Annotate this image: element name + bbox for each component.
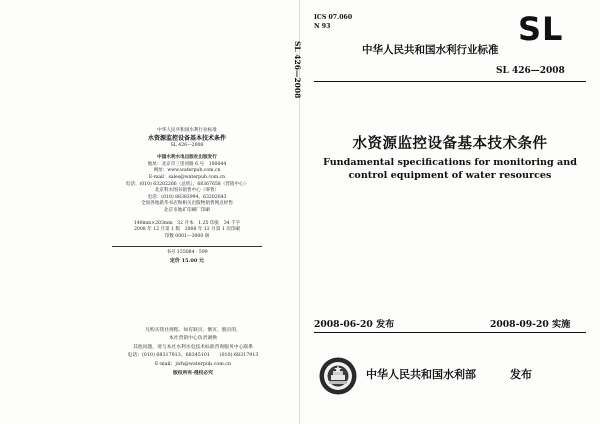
imprint-printer: 北京市地矿印刷厂印刷: [164, 207, 210, 213]
issue-date: 2008-06-20 发布: [314, 319, 395, 330]
national-emblem-icon: [318, 356, 358, 396]
back-cover-page: [0, 0, 298, 424]
notice-line: 本社营销中心负责调换: [169, 336, 217, 342]
document-title-english: Fundamental specifications for monitoring and control equipment of water resources: [323, 157, 577, 181]
ccs-code: N 93: [314, 23, 331, 30]
imprint-std-number: SL 426—2008: [170, 142, 204, 148]
imprint-divider: [112, 246, 262, 247]
notice-line: 其他问题，请与本社水利水电技术标准咨询服务中心联系: [133, 344, 253, 350]
imprint-email: E-mail：sales@waterpub.com.cn: [148, 174, 226, 180]
standard-type: 中华人民共和国水利行业标准: [362, 44, 499, 56]
imprint-distribution: 全国各地新华书店和相关出版物销售网点经售: [141, 201, 233, 207]
imprint-retail-phone: 电话：(010) 88383994、63202643: [147, 194, 227, 200]
publish-label: 发布: [510, 368, 532, 381]
standard-number: SL 426—2008: [496, 66, 565, 76]
top-rule: [314, 81, 586, 82]
notice-line: 凡购买我社规程、如有缺页、倒页、脱页的，: [145, 328, 241, 333]
imprint-block: [108, 128, 266, 265]
imprint-address: 地址：北京市三里河路 6 号 100044: [147, 161, 227, 167]
classification-codes: [314, 13, 352, 31]
imprint-series: 中华人民共和国水利行业标准: [157, 128, 217, 133]
imprint-price: 定价 15.00 元: [169, 257, 205, 264]
sl-logo: SL: [518, 10, 564, 48]
imprint-publisher: 中国水利水电出版社出版发行: [157, 155, 217, 161]
notice-block: [118, 327, 268, 377]
ics-code: ICS 07.060: [314, 14, 353, 21]
imprint-website: 网址：www.waterpub.com.cn: [153, 168, 221, 174]
imprint-retail: 北京科水图书销售中心（零售）: [154, 188, 220, 194]
bottom-rule: [314, 332, 586, 333]
document-title-chinese: 水资源监控设备基本技术条件: [352, 135, 548, 152]
notice-line: 电话：(010) 68317913、68345101 (010) 68317913: [127, 353, 259, 359]
front-cover-page: [300, 0, 600, 424]
imprint-format: 140mm×203mm 32 开本 1.25 印张 34 千字: [133, 220, 241, 226]
imprint-isbn: 书号 155084 · 599: [166, 250, 208, 256]
imprint-phone: 电话：(010) 63202266（总机）、68367658（营销中心）: [125, 181, 249, 187]
copyright-notice: 版权所有·侵权必究: [172, 370, 214, 377]
imprint-edition: 2008 年 12 月第 1 版 2008 年 12 月第 1 次印刷: [133, 227, 241, 233]
notice-line: E-mail：jwh@waterpub.com.cn: [154, 361, 232, 367]
imprint-title: 水资源监控设备基本技术条件: [147, 134, 226, 142]
imprint-print-run: 印数 0001—3000 册: [164, 233, 210, 239]
publisher-name: 中华人民共和国水利部: [366, 368, 476, 381]
effective-date: 2008-09-20 实施: [490, 319, 571, 330]
spine-label: SL 426—2008: [293, 41, 302, 99]
